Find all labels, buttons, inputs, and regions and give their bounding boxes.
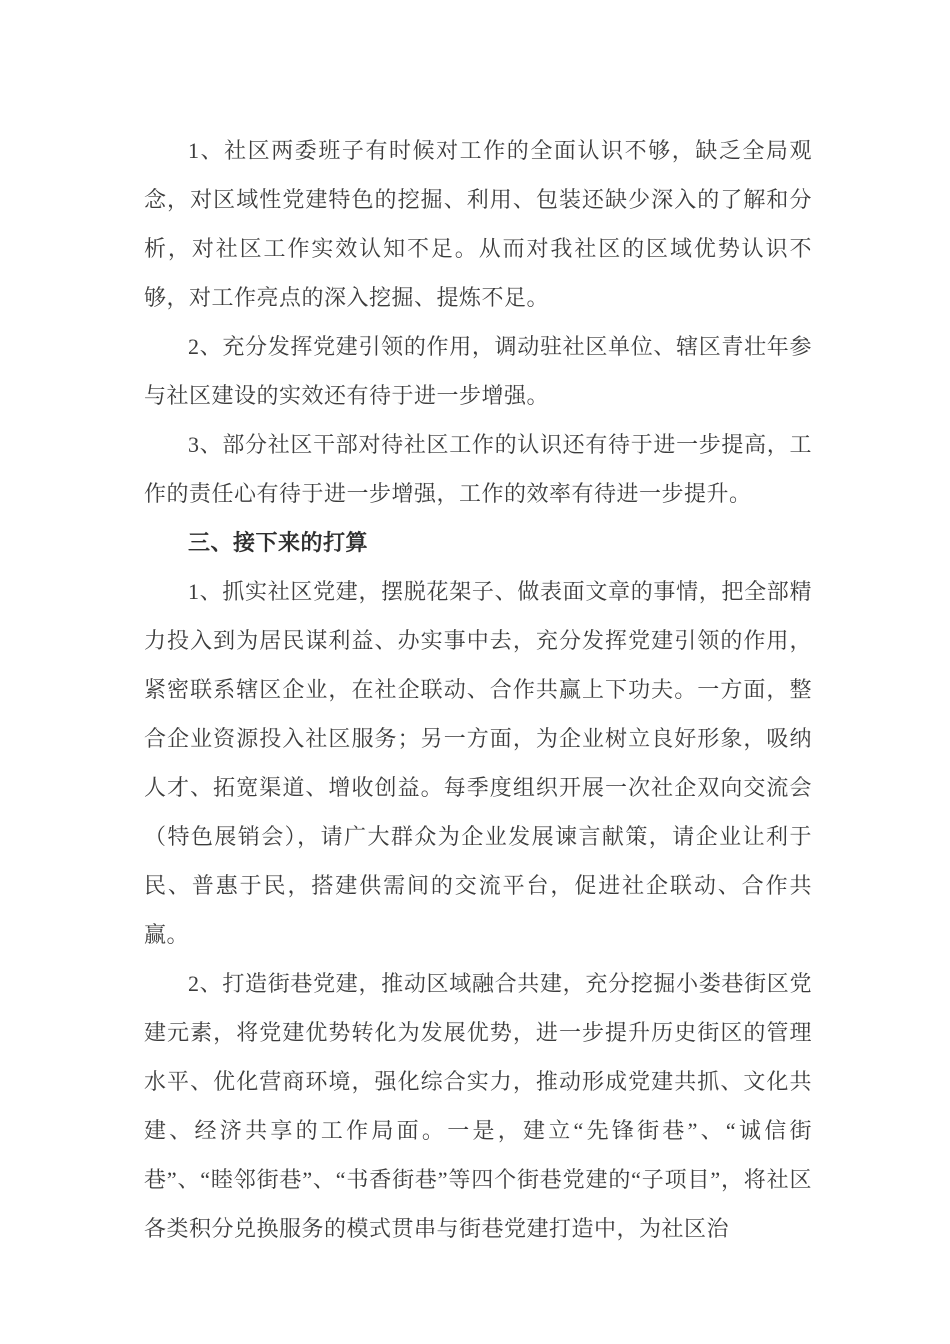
paragraph: 2、充分发挥党建引领的作用，调动驻社区单位、辖区青壮年参与社区建设的实效还有待于进一步增强。: [144, 334, 812, 408]
paragraph: 1、抓实社区党建，摆脱花架子、做表面文章的事情，把全部精力投入到为居民谋利益、办实事中去，充分发挥党建引领的作用，紧密联系辖区企业，在社企联动、合作共赢上下功夫。一方面，整合企业资源投入社区服务；另一方面，为企业树立良好形象，吸纳人才、拓宽渠道、增收创益。每季度组织开展一次社企双向交流会（特色展销会），请广大群众为企业发展谏言献策，请企业让利于民、普惠于民，搭建供需间的交流平台，促进社企联动、合作共赢。: [144, 579, 812, 947]
paragraph: 1、社区两委班子有时候对工作的全面认识不够，缺乏全局观念，对区域性党建特色的挖掘、利用、包装还缺少深入的了解和分析，对社区工作实效认知不足。从而对我社区的区域优势认识不够，对工作亮点的深入挖掘、提炼不足。: [144, 138, 812, 310]
paragraph: 2、打造街巷党建，推动区域融合共建，充分挖掘小娄巷街区党建元素，将党建优势转化为发展优势，进一步提升历史街区的管理水平、优化营商环境，强化综合实力，推动形成党建共抓、文化共建、经济共享的工作局面。一是，建立“先锋街巷”、“诚信街巷”、“睦邻街巷”、“书香街巷”等四个街巷党建的“子项目”，将社区各类积分兑换服务的模式贯串与街巷党建打造中，为社区治: [144, 971, 812, 1241]
section-heading: 三、接下来的打算: [188, 530, 369, 555]
paragraph: 3、部分社区干部对待社区工作的认识还有待于进一步提高，工作的责任心有待于进一步增强，工作的效率有待进一步提升。: [144, 432, 812, 506]
document-body: [144, 126, 812, 1253]
